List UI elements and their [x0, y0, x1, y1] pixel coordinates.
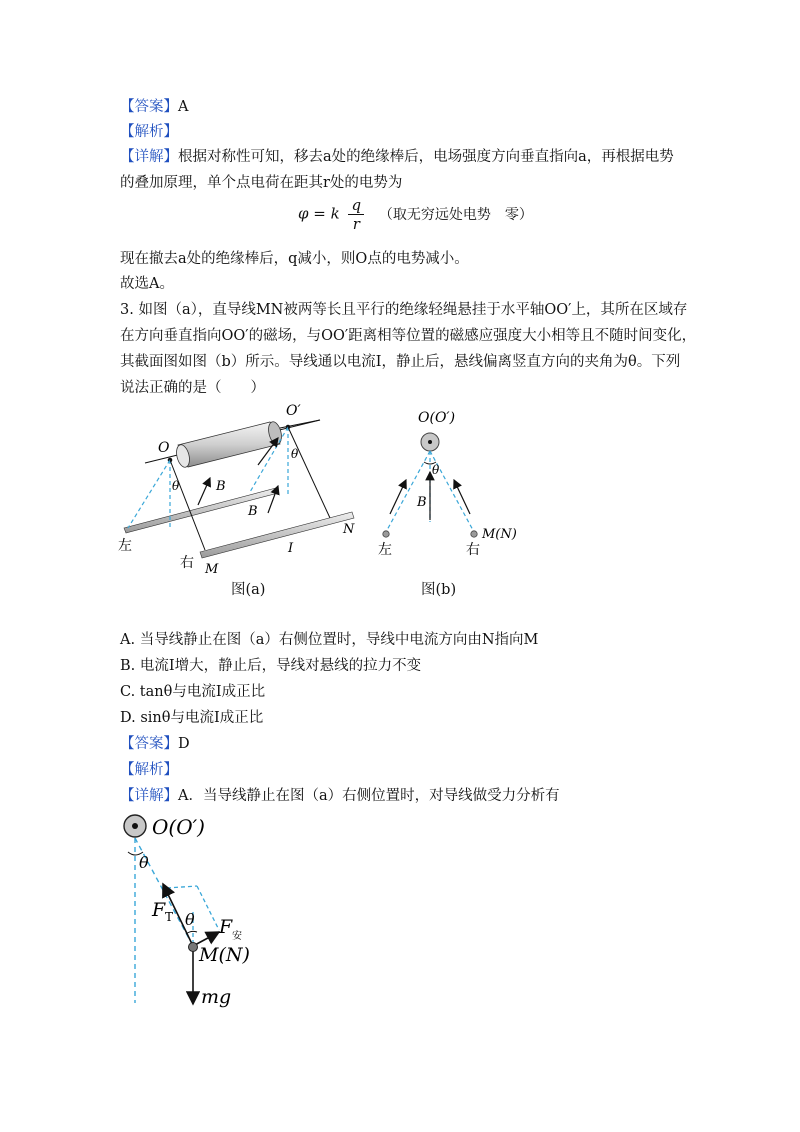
option-b: B. 电流I增大，静止后，导线对悬线的拉力不变 [120, 658, 422, 674]
figure-a [110, 400, 370, 575]
q3-detail-tag: 【详解】 [120, 788, 178, 804]
q2-detail-line-1 [120, 147, 674, 167]
label-theta-force-2: θ [185, 910, 195, 929]
caption-figure-b: 图(b) [421, 582, 457, 598]
q3-stem-line-2: 在方向垂直指向OO′的磁场，与OO′距离相等位置的磁感应强度大小相等且不随时间变化， [120, 328, 697, 344]
label-M: M [205, 562, 219, 575]
rod-MN [200, 512, 354, 558]
wire-right-section [471, 531, 477, 537]
label-O-OO: O(O′) [418, 410, 456, 426]
option-d: D. sinθ与电流I成正比 [120, 710, 264, 726]
label-Fan: F [219, 916, 233, 938]
wire-dot [189, 943, 198, 952]
label-theta-2: θ [291, 447, 299, 461]
label-theta-1: θ [172, 479, 180, 493]
q2-conclusion: 现在撤去a处的绝缘棒后，q减小，则O点的电势减小。 [120, 251, 469, 267]
label-MN-force: M(N) [199, 944, 250, 966]
label-FT-sub: T [165, 910, 174, 924]
potential-formula [298, 196, 533, 233]
label-O: O [158, 440, 170, 456]
wire-left-section [383, 531, 389, 537]
figure-b [368, 402, 538, 562]
label-B-2: B [248, 504, 258, 519]
label-MN-b: M(N) [482, 527, 517, 542]
q3-analysis-tag: 【解析】 [120, 762, 178, 778]
label-left: 左 [118, 538, 132, 554]
label-O-prime: O′ [286, 403, 301, 419]
label-Fan-sub: 安 [232, 931, 242, 942]
formula-note: （取无穷远处电势 零） [378, 206, 533, 223]
detail-tag: 【详解】 [120, 149, 178, 165]
label-theta-force-1: θ [139, 853, 149, 872]
q3-stem-line-4: 说法正确的是（ ） [120, 380, 265, 396]
label-O-force: O(O′) [152, 815, 205, 839]
q3-answer-tag: 【答案】 [120, 736, 178, 752]
force-diagram [115, 808, 295, 1013]
label-FT: F [152, 899, 166, 921]
q2-answer-line [120, 97, 188, 117]
q3-stem-line-1: 3. 如图（a），直导线MN被两等长且平行的绝缘轻绳悬挂于水平轴OO′上，其所在区域存 [120, 302, 688, 318]
option-a: A. 当导线静止在图（a）右侧位置时，导线中电流方向由N指向M [120, 632, 539, 648]
formula-lhs: φ = k [298, 204, 340, 223]
label-mg: mg [201, 986, 232, 1008]
cylinder-magnet [174, 420, 283, 468]
q2-choose: 故选A。 [120, 276, 174, 292]
formula-denominator: r [352, 215, 360, 233]
formula-numerator: q [348, 196, 364, 215]
analysis-tag: 【解析】 [120, 124, 178, 140]
detail-text: 根据对称性可知，移去a处的绝缘棒后，电场强度方向垂直指向a，再根据电势 [178, 149, 674, 165]
label-left-b: 左 [378, 542, 392, 558]
answer-value: A [178, 99, 189, 115]
label-B-b: B [417, 495, 427, 510]
label-I: I [288, 541, 294, 556]
q3-detail-line [120, 786, 560, 806]
answer-tag: 【答案】 [120, 99, 178, 115]
q2-detail-line-2: 的叠加原理，单个点电荷在距其r处的电势为 [120, 175, 403, 191]
caption-figure-a: 图(a) [231, 582, 266, 598]
label-N: N [343, 522, 355, 537]
label-right-b: 右 [466, 542, 480, 558]
q3-answer-line [120, 734, 190, 754]
label-theta-b: θ [432, 463, 440, 477]
q3-stem-line-3: 其截面图如图（b）所示。导线通以电流I，静止后，悬线偏离竖直方向的夹角为θ。下列 [120, 354, 681, 370]
formula-fraction [348, 196, 364, 233]
label-B-1: B [216, 479, 226, 494]
option-c: C. tanθ与电流I成正比 [120, 684, 266, 700]
label-right: 右 [180, 555, 194, 571]
q3-answer-value: D [178, 736, 190, 752]
q3-detail-text: A．当导线静止在图（a）右侧位置时，对导线做受力分析有 [178, 788, 560, 804]
